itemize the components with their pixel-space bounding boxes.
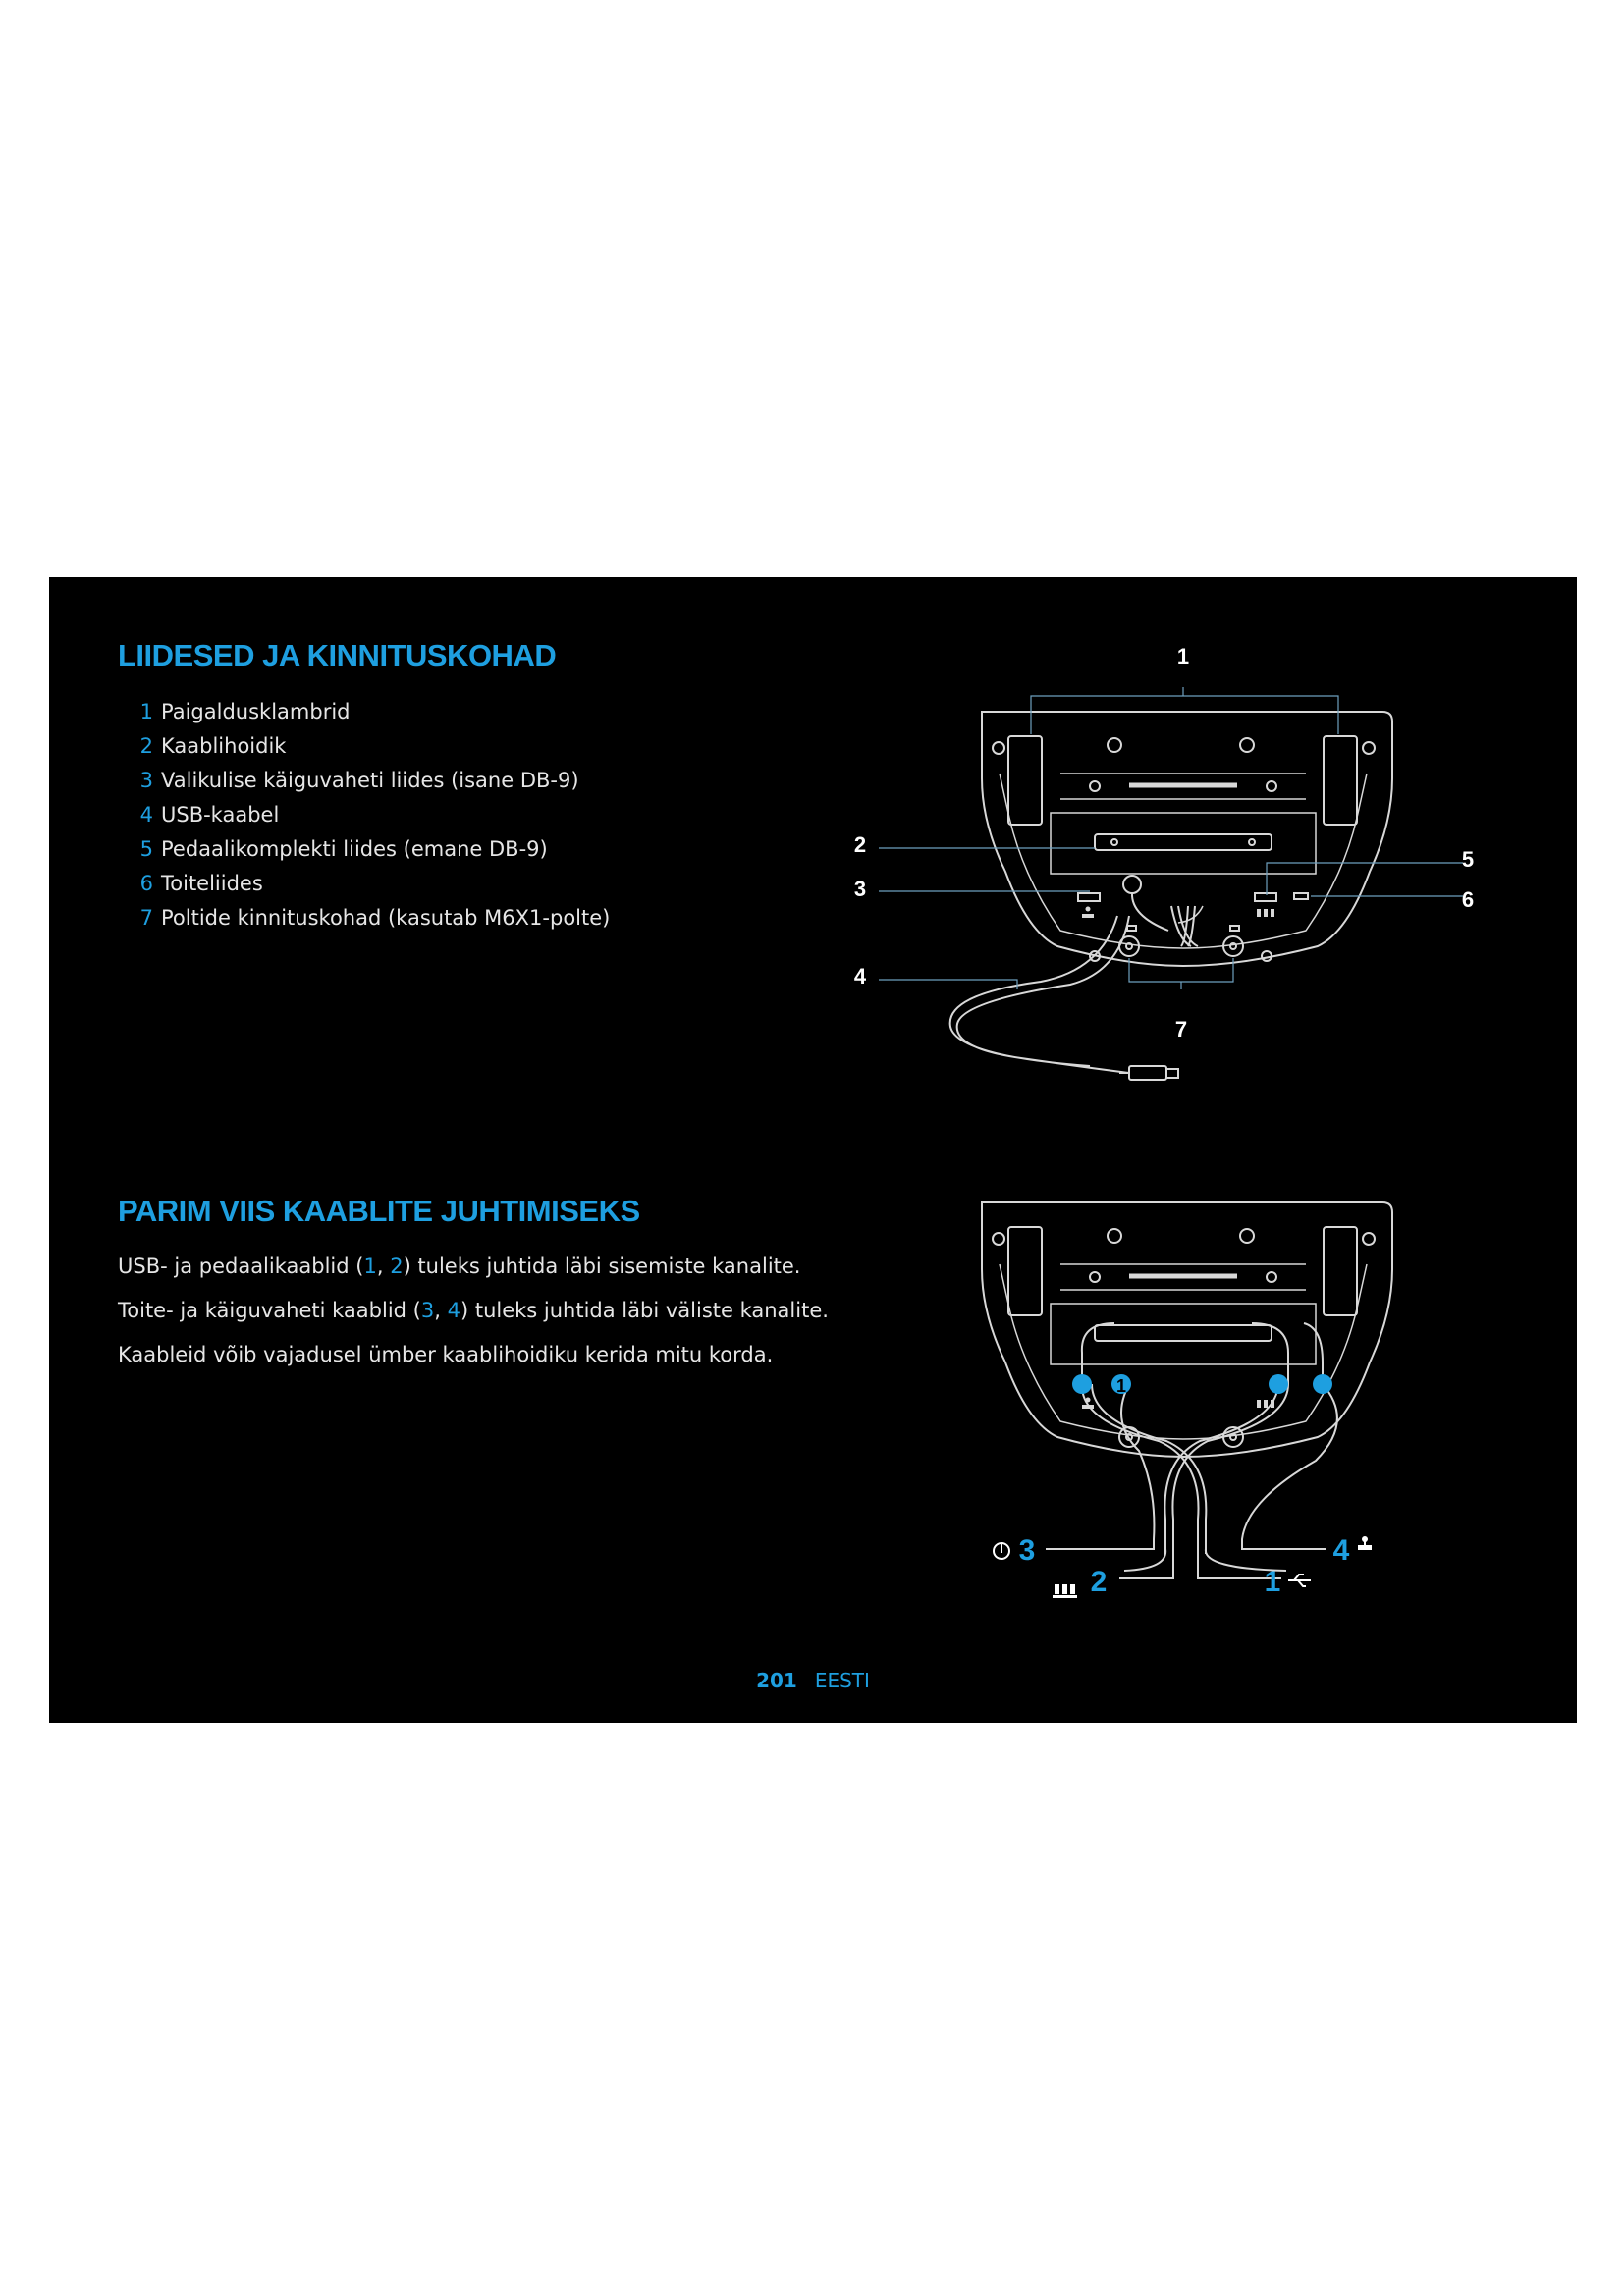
paragraph-line: USB- ja pedaalikaablid (1, 2) tuleks juhtida läbi sisemiste kanalite. bbox=[118, 1255, 801, 1278]
callout-1: 1 bbox=[1176, 644, 1190, 668]
section-title-cable-management: PARIM VIIS KAABLITE JUHTIMISEKS bbox=[118, 1194, 640, 1228]
usb-icon bbox=[1288, 1575, 1311, 1586]
base-diagram-routing bbox=[982, 1202, 1392, 1578]
list-item: 6 Toiteliides bbox=[139, 872, 263, 895]
shifter-icon bbox=[1358, 1536, 1372, 1550]
list-item: 1 Paigaldusklambrid bbox=[139, 700, 351, 723]
callout-7: 7 bbox=[1174, 1017, 1188, 1041]
small-icons-d2 bbox=[1082, 1398, 1274, 1410]
callout-3: 3 bbox=[853, 877, 867, 901]
paragraph-line: Kaableid võib vajadusel ümber kaablihoidiku kerida mitu korda. bbox=[118, 1343, 774, 1366]
routing-label-3: 3 bbox=[1018, 1534, 1036, 1567]
list-item: 3 Valikulise käiguvaheti liides (isane DB-9) bbox=[139, 769, 579, 792]
diagram-canvas bbox=[49, 577, 1577, 1723]
language-label: EESTI bbox=[814, 1669, 870, 1692]
list-item: 4 USB-kaabel bbox=[139, 803, 280, 827]
routing-label-1: 1 bbox=[1264, 1566, 1281, 1598]
connector-markers bbox=[1072, 1374, 1332, 1394]
routing-label-4: 4 bbox=[1332, 1534, 1350, 1567]
usb-tag: 1 bbox=[1115, 1376, 1127, 1396]
manual-page-panel bbox=[49, 577, 1577, 1723]
paragraph-line: Toite- ja käiguvaheti kaablid (3, 4) tuleks juhtida läbi väliste kanalite. bbox=[118, 1299, 829, 1322]
list-item: 2 Kaablihoidik bbox=[139, 734, 287, 758]
callout-5: 5 bbox=[1461, 847, 1475, 872]
list-item: 5 Pedaalikomplekti liides (emane DB-9) bbox=[139, 837, 548, 861]
callout-6: 6 bbox=[1461, 887, 1475, 912]
page-number: 201 bbox=[756, 1669, 797, 1692]
routing-label-2: 2 bbox=[1090, 1566, 1108, 1598]
callout-4: 4 bbox=[853, 964, 867, 988]
diagram-leader-lines bbox=[879, 687, 1463, 989]
list-item: 7 Poltide kinnituskohad (kasutab M6X1-polte) bbox=[139, 906, 611, 930]
pedals-icon bbox=[1053, 1584, 1077, 1598]
section-title-interfaces: LIIDESED JA KINNITUSKOHAD bbox=[118, 638, 557, 672]
power-icon bbox=[994, 1543, 1009, 1559]
callout-2: 2 bbox=[853, 832, 867, 857]
page-footer bbox=[49, 1669, 1577, 1692]
